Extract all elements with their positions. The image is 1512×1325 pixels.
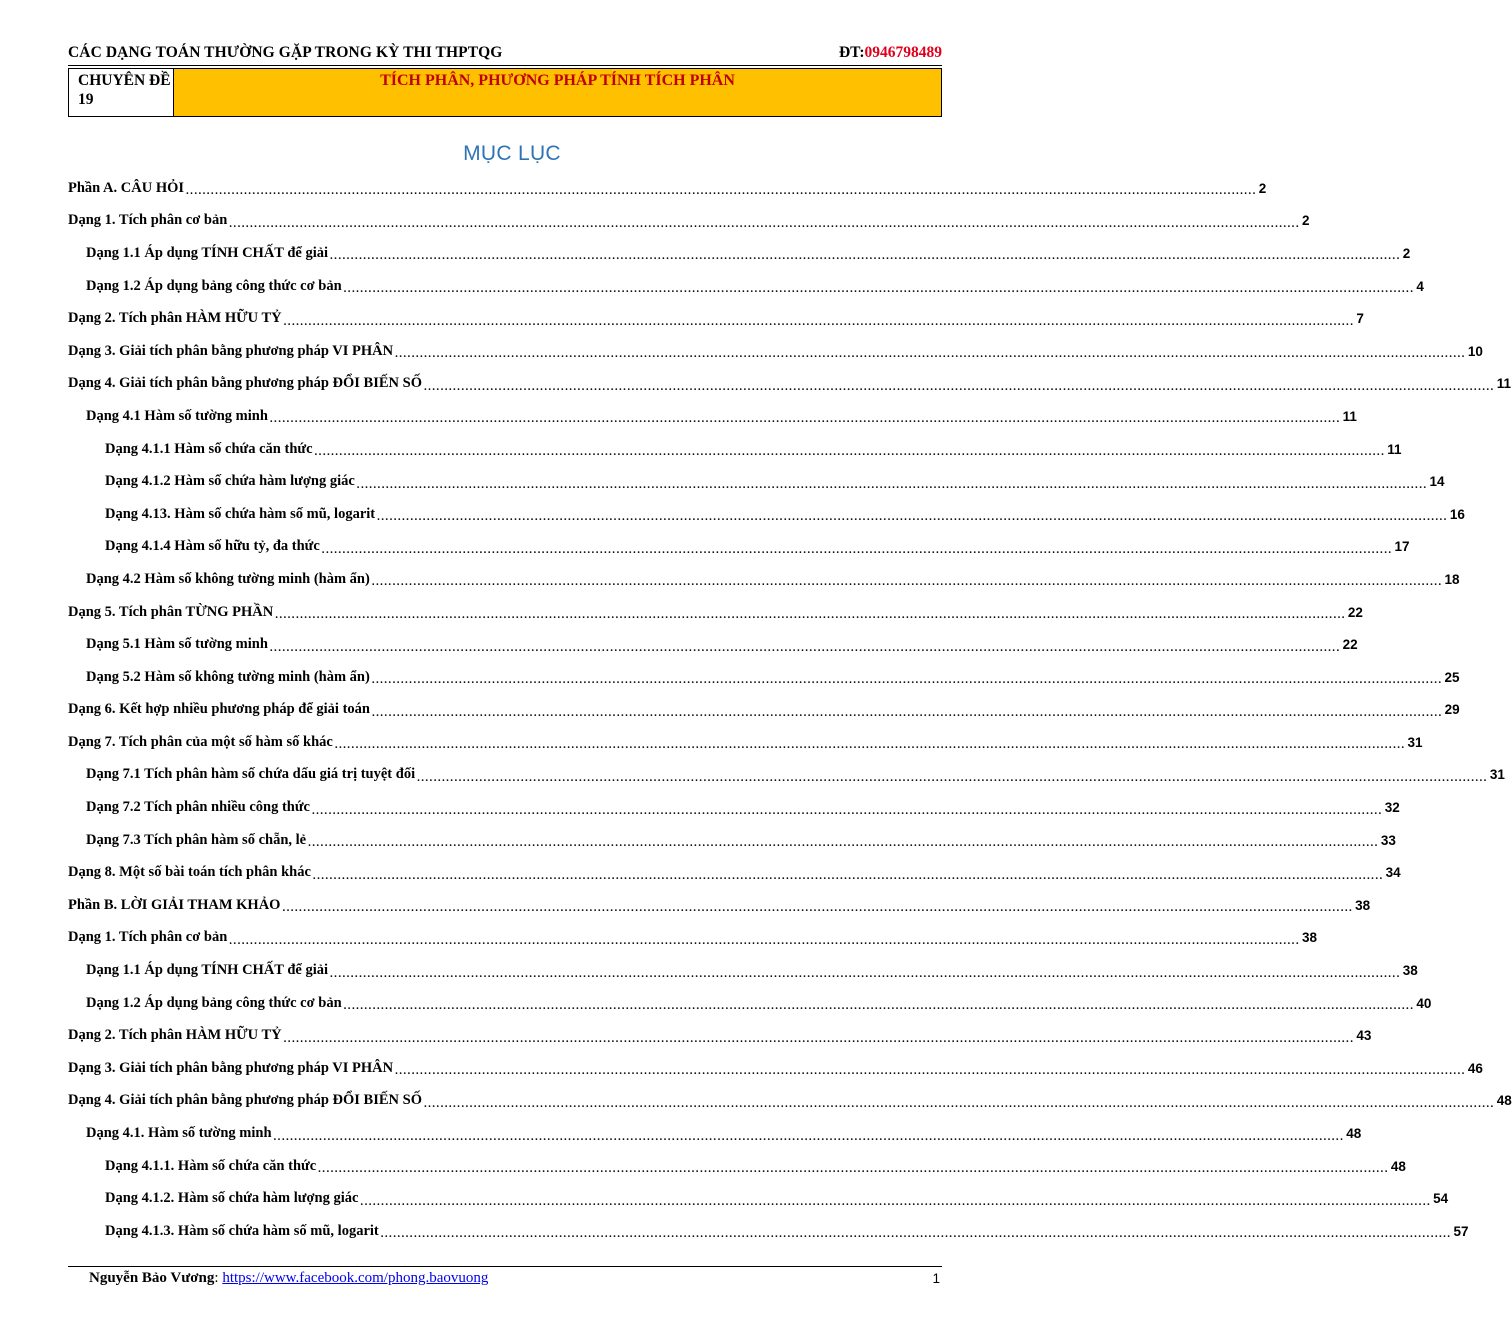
toc-entry-page[interactable]: 38 [1402, 963, 1418, 979]
toc-dot-leader: .................................................................................................................................................................................................................................................................. [423, 380, 1495, 393]
toc-dot-leader: .................................................................................................................................................................................................................................................................. [283, 1032, 1355, 1045]
toc-dot-leader: .................................................................................................................................................................................................................................................................. [356, 478, 1428, 491]
toc-entry-label[interactable]: Dạng 2. Tích phân HÀM HỮU TỶ [68, 310, 282, 327]
toc-entry[interactable] [68, 759, 1505, 792]
toc-entry-page[interactable]: 11 [1387, 441, 1402, 457]
topic-number: CHUYÊN ĐỀ 19 [69, 69, 174, 116]
toc-entry[interactable] [68, 400, 1357, 433]
toc-entry-page[interactable]: 18 [1444, 571, 1460, 587]
toc-entry-label[interactable]: Dạng 2. Tích phân HÀM HỮU TỶ [68, 1027, 282, 1044]
toc-entry-label[interactable]: Phần B. LỜI GIẢI THAM KHẢO [68, 896, 281, 913]
toc-entry-page[interactable]: 48 [1496, 1093, 1512, 1109]
table-of-contents [68, 172, 1512, 1248]
toc-dot-leader: .................................................................................................................................................................................................................................................................. [311, 804, 1383, 817]
toc-entry-label[interactable]: Dạng 4.2 Hàm số không tường minh (hàm ẩn) [86, 570, 370, 587]
toc-entry[interactable] [68, 791, 1400, 824]
toc-dot-leader: .................................................................................................................................................................................................................................................................. [395, 1065, 1466, 1078]
toc-entry[interactable] [68, 661, 1460, 694]
toc-entry[interactable] [68, 563, 1460, 596]
toc-entry-label[interactable]: Dạng 4. Giải tích phân bằng phương pháp ĐỔI BIẾN SỐ [68, 1092, 422, 1109]
toc-entry-page[interactable]: 34 [1385, 865, 1401, 881]
toc-dot-leader: .................................................................................................................................................................................................................................................................. [343, 283, 1415, 296]
toc-entry[interactable] [68, 498, 1465, 531]
facebook-link[interactable]: https://www.facebook.com/phong.baovuong [222, 1270, 489, 1286]
toc-entry-page[interactable]: 11 [1496, 376, 1511, 392]
toc-dot-leader: .................................................................................................................................................................................................................................................................. [395, 348, 1466, 361]
toc-entry-label[interactable]: Dạng 1.1 Áp dụng TÍNH CHẤT để giải [86, 962, 329, 979]
toc-entry-label[interactable]: Dạng 1. Tích phân cơ bản [68, 212, 228, 229]
toc-entry-page[interactable]: 22 [1342, 637, 1358, 653]
toc-entry-page[interactable]: 32 [1384, 800, 1400, 816]
toc-entry-page[interactable]: 10 [1467, 343, 1483, 359]
toc-dot-leader: .................................................................................................................................................................................................................................................................. [343, 1000, 1415, 1013]
toc-entry-label[interactable]: Dạng 7. Tích phân của một số hàm số khác [68, 733, 333, 750]
topic-title: TÍCH PHÂN, PHƯƠNG PHÁP TÍNH TÍCH PHÂN [380, 72, 735, 89]
toc-dot-leader: .................................................................................................................................................................................................................................................................. [423, 1097, 1495, 1110]
toc-entry-page[interactable]: 16 [1449, 506, 1465, 522]
toc-dot-leader: .................................................................................................................................................................................................................................................................. [282, 902, 1354, 915]
toc-entry-page[interactable]: 29 [1444, 702, 1460, 718]
toc-entry-page[interactable]: 33 [1380, 832, 1396, 848]
toc-entry[interactable] [68, 1182, 1449, 1215]
toc-entry[interactable] [68, 465, 1445, 498]
toc-entry-label[interactable]: Dạng 1.2 Áp dụng bảng công thức cơ bản [86, 994, 342, 1011]
toc-entry-label[interactable]: Dạng 4.1.1. Hàm số chứa căn thức [105, 1157, 317, 1174]
footer-separator: : [214, 1270, 223, 1286]
toc-entry-label[interactable]: Dạng 3. Giải tích phân bằng phương pháp VI PHÂN [68, 342, 394, 359]
toc-entry[interactable] [68, 1117, 1362, 1150]
toc-entry[interactable] [68, 726, 1423, 759]
toc-entry-label[interactable]: Dạng 4.1. Hàm số tường minh [86, 1125, 272, 1142]
toc-entry-label[interactable]: Dạng 1. Tích phân cơ bản [68, 929, 228, 946]
toc-dot-leader: .................................................................................................................................................................................................................................................................. [371, 674, 1443, 687]
toc-dot-leader: .................................................................................................................................................................................................................................................................. [314, 446, 1386, 459]
page-footer [89, 1270, 488, 1287]
toc-entry-page[interactable]: 38 [1355, 897, 1371, 913]
toc-dot-leader: .................................................................................................................................................................................................................................................................. [269, 413, 1341, 426]
toc-entry-page[interactable]: 22 [1347, 604, 1363, 620]
toc-entry[interactable] [68, 1215, 1469, 1248]
toc-entry-label[interactable]: Dạng 5. Tích phân TỪNG PHẦN [68, 603, 274, 620]
footer-author: Nguyễn Bảo Vương [89, 1270, 215, 1286]
toc-entry-label[interactable]: Dạng 3. Giải tích phân bằng phương pháp VI PHÂN [68, 1059, 394, 1076]
toc-entry[interactable] [68, 205, 1310, 238]
toc-entry-page[interactable]: 11 [1342, 408, 1357, 424]
toc-entry-page[interactable]: 14 [1429, 474, 1445, 490]
toc-dot-leader: .................................................................................................................................................................................................................................................................. [269, 641, 1341, 654]
toc-entry[interactable] [68, 302, 1364, 335]
toc-entry-page[interactable]: 2 [1301, 213, 1310, 229]
toc-dot-leader: .................................................................................................................................................................................................................................................................. [334, 739, 1406, 752]
toc-dot-leader: .................................................................................................................................................................................................................................................................. [308, 837, 1379, 850]
footer-divider [68, 1266, 942, 1267]
toc-dot-leader: .................................................................................................................................................................................................................................................................. [380, 1228, 1452, 1241]
toc-entry[interactable] [68, 1085, 1512, 1118]
phone-label: ĐT: [838, 44, 865, 61]
toc-entry[interactable] [68, 889, 1371, 922]
toc-dot-leader: .................................................................................................................................................................................................................................................................. [371, 576, 1443, 589]
toc-dot-leader: .................................................................................................................................................................................................................................................................. [186, 185, 1257, 198]
toc-dot-leader: .................................................................................................................................................................................................................................................................. [318, 1163, 1389, 1176]
toc-entry[interactable] [68, 922, 1317, 955]
toc-entry[interactable] [68, 237, 1411, 270]
toc-dot-leader: .................................................................................................................................................................................................................................................................. [330, 967, 1401, 980]
toc-dot-leader: .................................................................................................................................................................................................................................................................. [273, 1130, 1345, 1143]
toc-entry-label[interactable]: Dạng 5.2 Hàm số không tường minh (hàm ẩn) [86, 668, 370, 685]
toc-entry-label[interactable]: Phần A. CÂU HỎI [68, 179, 185, 196]
header-divider [68, 65, 942, 66]
toc-dot-leader: .................................................................................................................................................................................................................................................................. [330, 250, 1401, 263]
toc-entry[interactable] [68, 1019, 1372, 1052]
toc-dot-leader: .................................................................................................................................................................................................................................................................. [321, 543, 1393, 556]
toc-entry-label[interactable]: Dạng 4.13. Hàm số chứa hàm số mũ, logarit [105, 505, 376, 522]
toc-entry[interactable] [68, 172, 1267, 205]
toc-dot-leader: .................................................................................................................................................................................................................................................................. [417, 771, 1488, 784]
toc-entry-page[interactable]: 4 [1416, 278, 1424, 294]
toc-entry-label[interactable]: Dạng 7.1 Tích phân hàm số chứa dấu giá trị tuyệt đối [86, 766, 416, 783]
toc-entry-page[interactable]: 48 [1390, 1158, 1406, 1174]
toc-entry[interactable] [68, 856, 1401, 889]
toc-entry[interactable] [68, 368, 1511, 401]
toc-entry-page[interactable]: 46 [1467, 1060, 1483, 1076]
toc-dot-leader: .................................................................................................................................................................................................................................................................. [312, 869, 1384, 882]
toc-entry[interactable] [68, 1052, 1483, 1085]
toc-entry-label[interactable]: Dạng 1.2 Áp dụng bảng công thức cơ bản [86, 277, 342, 294]
toc-entry[interactable] [68, 531, 1410, 564]
toc-dot-leader: .................................................................................................................................................................................................................................................................. [377, 511, 1448, 524]
toc-entry[interactable] [68, 628, 1358, 661]
toc-entry-label[interactable]: Dạng 5.1 Hàm số tường minh [86, 636, 268, 653]
phone-number: 0946798489 [864, 44, 942, 61]
toc-dot-leader: .................................................................................................................................................................................................................................................................. [229, 217, 1300, 230]
header-contact [839, 44, 942, 62]
toc-entry-label[interactable]: Dạng 1.1 Áp dụng TÍNH CHẤT để giải [86, 244, 329, 261]
toc-entry[interactable] [68, 335, 1483, 368]
toc-entry[interactable] [68, 824, 1396, 857]
toc-entry-label[interactable]: Dạng 6. Kết hợp nhiều phương pháp để giải toán [68, 701, 370, 718]
toc-dot-leader: .................................................................................................................................................................................................................................................................. [275, 609, 1346, 622]
toc-dot-leader: .................................................................................................................................................................................................................................................................. [283, 315, 1355, 328]
toc-dot-leader: .................................................................................................................................................................................................................................................................. [229, 934, 1300, 947]
toc-entry[interactable] [68, 433, 1402, 466]
toc-heading: MỤC LỤC [463, 142, 561, 165]
page-number: 1 [932, 1271, 940, 1286]
toc-entry-label[interactable]: Dạng 4.1.1 Hàm số chứa căn thức [105, 440, 313, 457]
toc-entry[interactable] [68, 1150, 1406, 1183]
toc-entry-label[interactable]: Dạng 7.2 Tích phân nhiều công thức [86, 799, 310, 816]
toc-entry-label[interactable]: Dạng 4. Giải tích phân bằng phương pháp ĐỔI BIẾN SỐ [68, 375, 422, 392]
toc-entry-page[interactable]: 31 [1407, 734, 1423, 750]
toc-entry-page[interactable]: 48 [1346, 1126, 1362, 1142]
page-header [68, 44, 942, 64]
toc-entry-label[interactable]: Dạng 8. Một số bài toán tích phân khác [68, 864, 311, 881]
toc-entry-label[interactable]: Dạng 7.3 Tích phân hàm số chẵn, lẻ [86, 831, 307, 848]
toc-entry-label[interactable]: Dạng 4.1.2. Hàm số chứa hàm lượng giác [105, 1190, 359, 1207]
toc-entry-page[interactable]: 17 [1394, 539, 1410, 555]
toc-entry-page[interactable]: 25 [1444, 669, 1460, 685]
toc-entry-page[interactable]: 2 [1402, 245, 1411, 261]
toc-entry-page[interactable]: 2 [1258, 180, 1267, 196]
toc-entry-label[interactable]: Dạng 4.1.4 Hàm số hữu tỷ, đa thức [105, 538, 320, 555]
toc-entry-page[interactable]: 40 [1416, 995, 1432, 1011]
toc-dot-leader: .................................................................................................................................................................................................................................................................. [360, 1195, 1432, 1208]
toc-entry-label[interactable]: Dạng 4.1 Hàm số tường minh [86, 407, 268, 424]
toc-entry[interactable] [68, 954, 1418, 987]
toc-entry[interactable] [68, 987, 1432, 1020]
toc-entry[interactable] [68, 270, 1424, 303]
toc-dot-leader: .................................................................................................................................................................................................................................................................. [371, 706, 1443, 719]
toc-entry[interactable] [68, 694, 1460, 727]
toc-entry-page[interactable]: 7 [1356, 311, 1364, 327]
toc-entry-page[interactable]: 54 [1433, 1191, 1449, 1207]
toc-entry-label[interactable]: Dạng 4.1.3. Hàm số chứa hàm số mũ, logarit [105, 1222, 379, 1239]
toc-entry-label[interactable]: Dạng 4.1.2 Hàm số chứa hàm lượng giác [105, 473, 355, 490]
toc-entry-page[interactable]: 31 [1489, 767, 1505, 783]
toc-entry-page[interactable]: 43 [1356, 1028, 1372, 1044]
topic-banner [68, 68, 942, 117]
toc-entry-page[interactable]: 57 [1453, 1223, 1469, 1239]
header-series-title: CÁC DẠNG TOÁN THƯỜNG GẶP TRONG KỲ THI THPTQG [68, 44, 503, 61]
toc-entry[interactable] [68, 596, 1363, 629]
toc-entry-page[interactable]: 38 [1301, 930, 1317, 946]
